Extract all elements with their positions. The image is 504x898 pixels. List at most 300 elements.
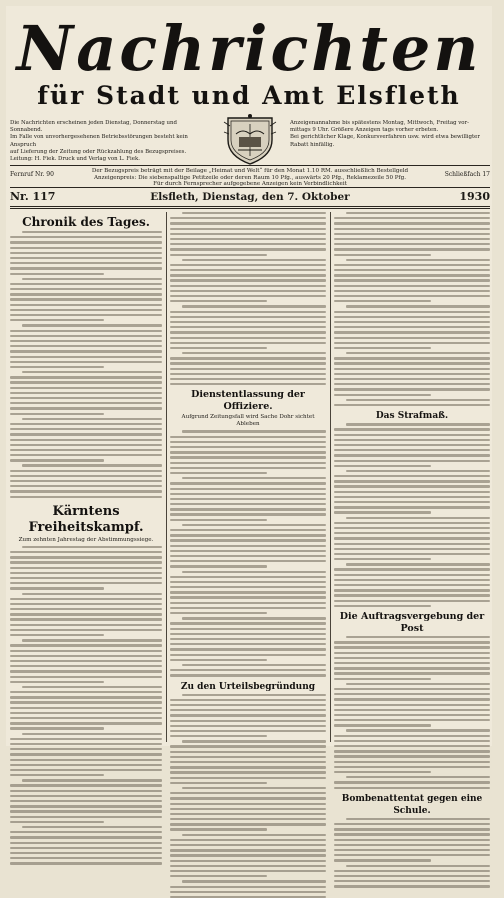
rule: [10, 208, 490, 209]
text-line: [170, 777, 326, 779]
text-line: [334, 290, 490, 292]
text-line: [170, 797, 326, 799]
text-line: [170, 602, 326, 604]
article-subheading: Zum zehnten Jahrestag der Abstimmungssiege.: [18, 536, 154, 543]
text-line: [346, 305, 490, 307]
text-line: [182, 524, 326, 526]
text-line: [170, 761, 326, 763]
text-line: [170, 654, 326, 656]
text-line: [334, 444, 490, 446]
text-line: [182, 787, 326, 789]
text-line: [334, 485, 490, 487]
text-line: [334, 605, 431, 607]
text-line: [10, 655, 162, 657]
text-line: [10, 598, 162, 600]
column-divider: [330, 212, 331, 742]
text-line: [334, 828, 490, 830]
text-line: [334, 771, 431, 773]
text-line: [334, 496, 490, 498]
text-line: [334, 264, 490, 266]
text-line: [10, 660, 162, 662]
text-line: [10, 314, 162, 316]
text-line: [170, 638, 326, 640]
text-line: [334, 238, 490, 240]
text-line: [346, 470, 490, 472]
text-line: [334, 594, 490, 596]
article-body: [170, 694, 326, 898]
text-line: [170, 529, 326, 531]
text-line: [170, 456, 326, 458]
text-line: [170, 264, 326, 266]
text-line: [10, 681, 104, 683]
text-line: [10, 800, 162, 802]
text-line: [10, 413, 104, 415]
text-line: [334, 316, 490, 318]
text-line: [170, 248, 326, 250]
text-line: [334, 295, 490, 297]
text-line: [334, 331, 490, 333]
text-line: [170, 462, 326, 464]
text-line: [334, 735, 490, 737]
column-3: [334, 212, 490, 816]
text-line: [10, 288, 162, 290]
text-line: [334, 342, 490, 344]
text-line: [22, 464, 162, 466]
text-line: [334, 269, 490, 271]
text-line: [10, 727, 104, 729]
text-line: [334, 285, 490, 287]
text-line: [10, 691, 162, 693]
text-line: [10, 241, 162, 243]
text-line: [170, 735, 267, 737]
text-line: [170, 326, 326, 328]
text-line: [170, 725, 326, 727]
text-line: [170, 865, 326, 867]
text-line: [334, 527, 490, 529]
text-line: [22, 546, 162, 548]
text-line: [10, 407, 162, 409]
text-line: [182, 212, 326, 214]
text-line: [334, 854, 490, 856]
text-line: [334, 248, 490, 250]
text-line: [170, 217, 326, 219]
text-line: [170, 300, 267, 302]
text-line: [334, 833, 490, 835]
text-line: [170, 565, 267, 567]
text-line: [334, 584, 490, 586]
text-line: [170, 228, 326, 230]
text-line: [22, 826, 162, 828]
text-line: [170, 576, 326, 578]
text-line: [334, 347, 431, 349]
text-line: [346, 818, 490, 820]
text-line: [334, 579, 490, 581]
text-line: [334, 434, 490, 436]
text-line: [170, 596, 326, 598]
text-line: [334, 704, 490, 706]
text-line: [22, 371, 162, 373]
newspaper-subtitle: für Stadt und Amt Elsfleth: [37, 81, 461, 110]
phone-number: Fernruf Nr. 90: [10, 171, 54, 178]
text-line: [334, 714, 490, 716]
text-line: [334, 279, 490, 281]
masthead: [6, 14, 492, 110]
text-line: [170, 628, 326, 630]
text-line: [170, 482, 326, 484]
text-line: [10, 764, 162, 766]
dateline: [10, 190, 490, 206]
town-crest-icon: [222, 112, 278, 166]
text-line: [22, 593, 162, 595]
issue-year: 1930: [459, 190, 490, 203]
text-line: [334, 755, 490, 757]
text-line: [170, 337, 326, 339]
article-body: [334, 818, 490, 888]
text-line: [334, 740, 490, 742]
text-line: [10, 629, 162, 631]
text-line: [10, 376, 162, 378]
text-line: [10, 847, 162, 849]
text-line: [182, 430, 326, 432]
issue-date: Elsfleth, Dienstag, den 7. Oktober: [150, 191, 350, 203]
text-line: [10, 356, 162, 358]
text-line: [10, 707, 162, 709]
text-line: [10, 556, 162, 558]
text-line: [170, 844, 326, 846]
text-line: [170, 870, 326, 872]
text-line: [170, 854, 326, 856]
text-line: [170, 347, 267, 349]
text-line: [334, 553, 490, 555]
text-line: [182, 617, 326, 619]
text-line: [10, 490, 162, 492]
text-line: [334, 449, 490, 451]
text-line: [10, 459, 104, 461]
text-line: [10, 567, 162, 569]
text-line: [10, 676, 162, 678]
text-line: [334, 839, 490, 841]
text-line: [334, 859, 431, 861]
po-box: Schließfach 17: [444, 171, 490, 178]
text-line: [334, 491, 490, 493]
text-line: [170, 233, 326, 235]
text-line: [182, 352, 326, 354]
text-line: [334, 875, 490, 877]
text-line: [170, 357, 326, 359]
text-line: [170, 274, 326, 276]
text-line: [346, 352, 490, 354]
text-line: [334, 652, 490, 654]
text-line: [10, 262, 162, 264]
text-line: [170, 751, 326, 753]
article-heading: Chronik des Tages.: [22, 215, 150, 229]
text-line: [170, 503, 326, 505]
publication-info: [10, 118, 490, 164]
text-line: [22, 324, 162, 326]
text-line: [170, 534, 326, 536]
text-line: [334, 600, 490, 602]
text-line: [182, 664, 326, 666]
text-line: [182, 694, 326, 696]
text-line: [334, 709, 490, 711]
text-line: [170, 659, 267, 661]
text-line: [334, 880, 490, 882]
text-line: [10, 618, 162, 620]
column-divider: [166, 212, 167, 742]
text-line: [170, 316, 326, 318]
text-line: [10, 252, 162, 254]
text-line: [334, 388, 490, 390]
advertising-notice: Anzeigenannahme bis spätestens Montag, Mittwoch, Freitag vor- mittags 9 Uhr. Größere Anzeigen tags vorher erbeten. Bei gerichtlicher Klage, Konkursverfahren usw. wird etwa bewilligter Rabatt hinfällig.: [290, 120, 480, 148]
text-line: [170, 745, 326, 747]
text-line: [22, 639, 162, 641]
text-line: [10, 831, 162, 833]
text-line: [334, 693, 490, 695]
text-line: [170, 279, 326, 281]
text-line: [170, 860, 326, 862]
text-line: [170, 669, 326, 671]
text-line: [170, 285, 326, 287]
text-line: [334, 844, 490, 846]
text-line: [182, 305, 326, 307]
text-line: [10, 561, 162, 563]
article-heading: Das Strafmaß.: [375, 411, 449, 422]
text-line: [334, 761, 490, 763]
text-line: [170, 441, 326, 443]
text-line: [170, 699, 326, 701]
text-line: [334, 662, 490, 664]
text-line: [170, 875, 267, 877]
text-line: [334, 688, 490, 690]
text-line: [170, 290, 326, 292]
text-line: [170, 674, 326, 676]
text-line: [170, 545, 326, 547]
text-line: [170, 756, 326, 758]
text-line: [334, 568, 490, 570]
text-line: [334, 217, 490, 219]
text-line: [10, 810, 162, 812]
text-line: [346, 423, 490, 425]
text-line: [334, 460, 490, 462]
text-line: [170, 311, 326, 313]
text-line: [170, 612, 267, 614]
article-heading: Bombenattentat gegen eine Schule.: [341, 793, 483, 816]
text-line: [334, 326, 490, 328]
text-line: [10, 267, 162, 269]
text-line: [10, 387, 162, 389]
article-heading: Die Auftragsvergebung der Post: [339, 611, 485, 635]
text-line: [10, 624, 162, 626]
text-line: [170, 586, 326, 588]
text-line: [10, 701, 162, 703]
text-line: [10, 335, 162, 337]
text-line: [10, 470, 162, 472]
text-line: [10, 696, 162, 698]
text-line: [170, 560, 326, 562]
text-line: [182, 740, 326, 742]
text-line: [170, 714, 326, 716]
text-line: [10, 475, 162, 477]
text-line: [170, 222, 326, 224]
text-line: [10, 257, 162, 259]
text-line: [334, 428, 490, 430]
text-line: [334, 719, 490, 721]
text-line: [10, 381, 162, 383]
text-line: [170, 622, 326, 624]
text-line: [170, 243, 326, 245]
text-line: [334, 532, 490, 534]
text-line: [10, 753, 162, 755]
text-line: [22, 418, 162, 420]
text-line: [170, 436, 326, 438]
text-line: [10, 862, 162, 864]
text-line: [10, 748, 162, 750]
text-line: [10, 857, 162, 859]
text-line: [346, 563, 490, 565]
text-line: [334, 698, 490, 700]
text-line: [182, 834, 326, 836]
text-line: [334, 454, 490, 456]
text-line: [334, 321, 490, 323]
text-line: [170, 828, 267, 830]
article-subheading: Aufgrund Zeitungsfall wird Sache Dohr sichtet Ableben: [181, 414, 315, 428]
text-line: [10, 397, 162, 399]
text-line: [334, 383, 490, 385]
text-line: [10, 340, 162, 342]
text-line: [10, 236, 162, 238]
text-line: [10, 603, 162, 605]
text-line: [346, 776, 490, 778]
text-line: [22, 231, 162, 233]
text-line: [334, 274, 490, 276]
text-line: [182, 571, 326, 573]
text-line: [10, 795, 162, 797]
text-line: [334, 657, 490, 659]
text-line: [170, 519, 267, 521]
text-line: [170, 254, 267, 256]
text-line: [10, 496, 162, 498]
rule: [10, 206, 490, 207]
article-body: [334, 636, 490, 789]
text-line: [170, 321, 326, 323]
text-line: [334, 641, 490, 643]
text-line: [334, 394, 431, 396]
text-line: [10, 821, 104, 823]
text-line: [10, 842, 162, 844]
text-line: [10, 805, 162, 807]
text-line: [10, 712, 162, 714]
text-line: [334, 222, 490, 224]
text-line: [170, 839, 326, 841]
text-line: [170, 849, 326, 851]
column-2: [170, 212, 326, 742]
text-line: [10, 582, 162, 584]
text-line: [346, 399, 490, 401]
text-line: [10, 670, 162, 672]
text-line: [10, 273, 104, 275]
rule: [10, 165, 490, 166]
text-line: [334, 311, 490, 313]
text-line: [334, 646, 490, 648]
text-line: [334, 368, 490, 370]
text-line: [10, 836, 162, 838]
text-line: [10, 480, 162, 482]
text-line: [334, 548, 490, 550]
text-line: [170, 383, 326, 385]
text-line: [346, 517, 490, 519]
text-line: [334, 243, 490, 245]
text-line: [170, 378, 326, 380]
text-line: [10, 551, 162, 553]
text-line: [346, 212, 490, 214]
text-line: [170, 771, 326, 773]
issue-number: Nr. 117: [10, 190, 56, 203]
text-line: [170, 446, 326, 448]
text-line: [170, 331, 326, 333]
text-line: [334, 439, 490, 441]
text-line: [170, 539, 326, 541]
text-line: [170, 295, 326, 297]
text-line: [10, 444, 162, 446]
text-line: [334, 373, 490, 375]
text-line: [10, 283, 162, 285]
text-line: [334, 537, 490, 539]
text-line: [334, 233, 490, 235]
text-line: [346, 683, 490, 685]
text-line: [10, 454, 162, 456]
text-line: [10, 852, 162, 854]
rule: [10, 187, 490, 188]
text-line: [170, 813, 326, 815]
text-line: [334, 678, 431, 680]
text-line: [170, 467, 326, 469]
text-line: [334, 228, 490, 230]
text-line: [22, 733, 162, 735]
text-line: [182, 477, 326, 479]
text-line: [10, 774, 104, 776]
column-1: [10, 212, 162, 742]
text-line: [334, 667, 490, 669]
text-line: [10, 759, 162, 761]
text-line: [170, 513, 326, 515]
text-line: [170, 886, 326, 888]
text-line: [170, 362, 326, 364]
text-line: [170, 493, 326, 495]
text-line: [10, 485, 162, 487]
article-heading: Zu den Urteilsbegründung: [180, 681, 316, 692]
text-line: [10, 361, 162, 363]
newspaper-title: Nachrichten: [16, 12, 482, 85]
text-line: [334, 501, 490, 503]
text-line: [10, 423, 162, 425]
text-line: [334, 766, 490, 768]
text-line: [10, 428, 162, 430]
text-line: [170, 782, 267, 784]
text-line: [170, 368, 326, 370]
text-line: [10, 298, 162, 300]
text-line: [10, 717, 162, 719]
text-line: [334, 823, 490, 825]
article-body: [10, 231, 162, 498]
text-line: [334, 465, 431, 467]
text-line: [10, 644, 162, 646]
text-line: [10, 449, 162, 451]
text-line: [334, 724, 431, 726]
text-line: [10, 587, 104, 589]
text-line: [10, 784, 162, 786]
text-line: [334, 885, 490, 887]
text-line: [10, 293, 162, 295]
